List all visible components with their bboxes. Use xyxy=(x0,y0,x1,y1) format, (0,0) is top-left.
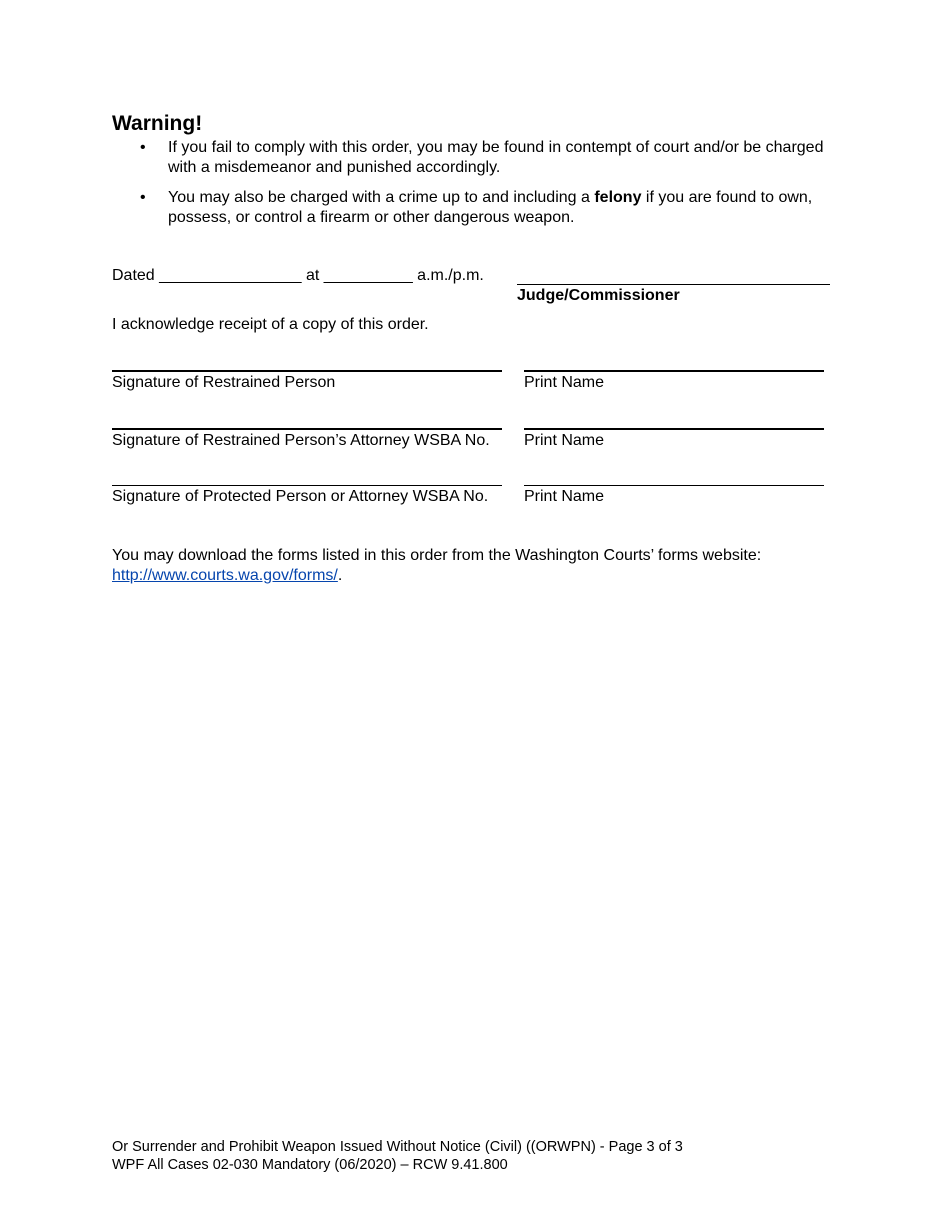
warning-list xyxy=(112,138,832,238)
dated-field-line[interactable]: Dated ________________ at __________ a.m./p.m. xyxy=(112,267,484,284)
restrained-person-signature-line[interactable] xyxy=(112,370,502,372)
footer-form-code: WPF All Cases 02-030 Mandatory (06/2020) – RCW 9.41.800 xyxy=(112,1157,508,1173)
forms-website-link[interactable]: http://www.courts.wa.gov/forms/ xyxy=(112,567,338,584)
warning-heading: Warning! xyxy=(112,112,203,135)
restrained-person-signature-label: Signature of Restrained Person xyxy=(112,374,336,391)
print-name-label: Print Name xyxy=(524,432,605,449)
restrained-attorney-signature-line[interactable] xyxy=(112,428,502,430)
restrained-person-print-name-line[interactable] xyxy=(524,370,824,372)
download-link-line xyxy=(112,566,342,586)
warning-bullet-text: If you fail to comply with this order, you may be found in contempt of court and/or be charged with a misdemeanor and punished accordingly. xyxy=(168,139,824,176)
protected-person-print-name-line[interactable] xyxy=(524,485,824,486)
download-notice: You may download the forms listed in this order from the Washington Courts’ forms website: xyxy=(112,547,762,564)
warning-bullet-text-before: You may also be charged with a crime up to and including a xyxy=(168,189,595,206)
felony-emphasis: felony xyxy=(594,189,642,206)
warning-bullet-felony xyxy=(112,188,832,228)
judge-commissioner-label: Judge/Commissioner xyxy=(517,287,680,304)
warning-bullet-contempt xyxy=(112,138,832,178)
restrained-attorney-print-name-line[interactable] xyxy=(524,428,824,430)
judge-signature-line[interactable] xyxy=(517,284,830,285)
link-trailing-period: . xyxy=(337,567,343,584)
protected-person-signature-line[interactable] xyxy=(112,485,502,486)
print-name-label: Print Name xyxy=(524,374,605,391)
footer-form-title: Or Surrender and Prohibit Weapon Issued Without Notice (Civil) ((ORWPN) - Page 3 of 3 xyxy=(112,1139,683,1155)
acknowledge-text: I acknowledge receipt of a copy of this order. xyxy=(112,316,429,333)
restrained-attorney-signature-label: Signature of Restrained Person’s Attorney WSBA No. xyxy=(112,432,490,449)
page-footer xyxy=(112,1138,683,1174)
print-name-label: Print Name xyxy=(524,488,605,505)
protected-person-signature-label: Signature of Protected Person or Attorney WSBA No. xyxy=(112,488,489,505)
warning-bullet-text-after: if you are found to own, possess, or control a firearm or other dangerous weapon. xyxy=(168,189,813,226)
